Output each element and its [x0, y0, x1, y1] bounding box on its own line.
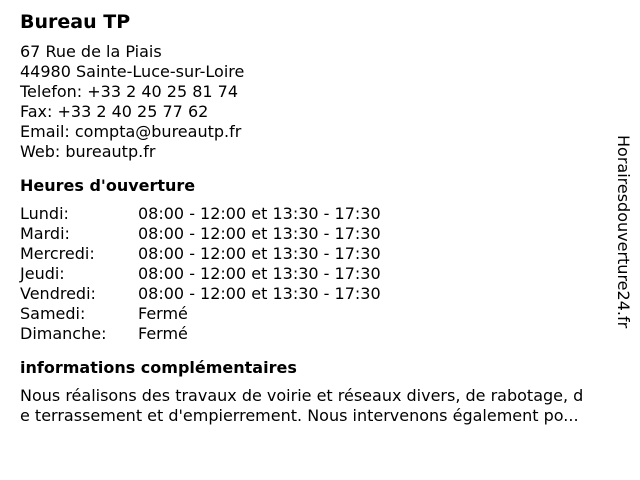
- description-line-2: e terrassement et d'empierrement. Nous intervenons également po...: [20, 406, 579, 425]
- hours-row: [20, 204, 381, 224]
- hours-row: [20, 244, 381, 264]
- day-label: Mardi:: [20, 224, 70, 243]
- opening-hours-heading: Heures d'ouverture: [20, 176, 196, 195]
- hours-row: [20, 264, 381, 284]
- business-name: Bureau TP: [20, 11, 131, 33]
- time-value: 08:00 - 12:00 et 13:30 - 17:30: [138, 244, 381, 263]
- address-street: 67 Rue de la Piais: [20, 42, 162, 61]
- day-label: Lundi:: [20, 204, 69, 223]
- opening-hours-table: [20, 204, 381, 344]
- additional-info-heading: informations complémentaires: [20, 358, 297, 377]
- time-value: Fermé: [138, 304, 188, 323]
- hours-row: [20, 224, 381, 244]
- hours-row: [20, 324, 381, 344]
- time-value: 08:00 - 12:00 et 13:30 - 17:30: [138, 264, 381, 283]
- day-label: Jeudi:: [20, 264, 65, 283]
- time-value: 08:00 - 12:00 et 13:30 - 17:30: [138, 284, 381, 303]
- hours-row: [20, 304, 381, 324]
- time-value: 08:00 - 12:00 et 13:30 - 17:30: [138, 204, 381, 223]
- time-value: 08:00 - 12:00 et 13:30 - 17:30: [138, 224, 381, 243]
- description-line-1: Nous réalisons des travaux de voirie et réseaux divers, de rabotage, d: [20, 386, 584, 405]
- fax-number: Fax: +33 2 40 25 77 62: [20, 102, 209, 121]
- website: Web: bureautp.fr: [20, 142, 156, 161]
- phone-number: Telefon: +33 2 40 25 81 74: [20, 82, 239, 101]
- day-label: Dimanche:: [20, 324, 107, 343]
- day-label: Vendredi:: [20, 284, 96, 303]
- hours-row: [20, 284, 381, 304]
- time-value: Fermé: [138, 324, 188, 343]
- day-label: Samedi:: [20, 304, 86, 323]
- day-label: Mercredi:: [20, 244, 95, 263]
- site-watermark: Horairesdouverture24.fr: [614, 135, 633, 329]
- business-card: [20, 10, 632, 426]
- address-city: 44980 Sainte-Luce-sur-Loire: [20, 62, 245, 81]
- email-address: Email: compta@bureautp.fr: [20, 122, 242, 141]
